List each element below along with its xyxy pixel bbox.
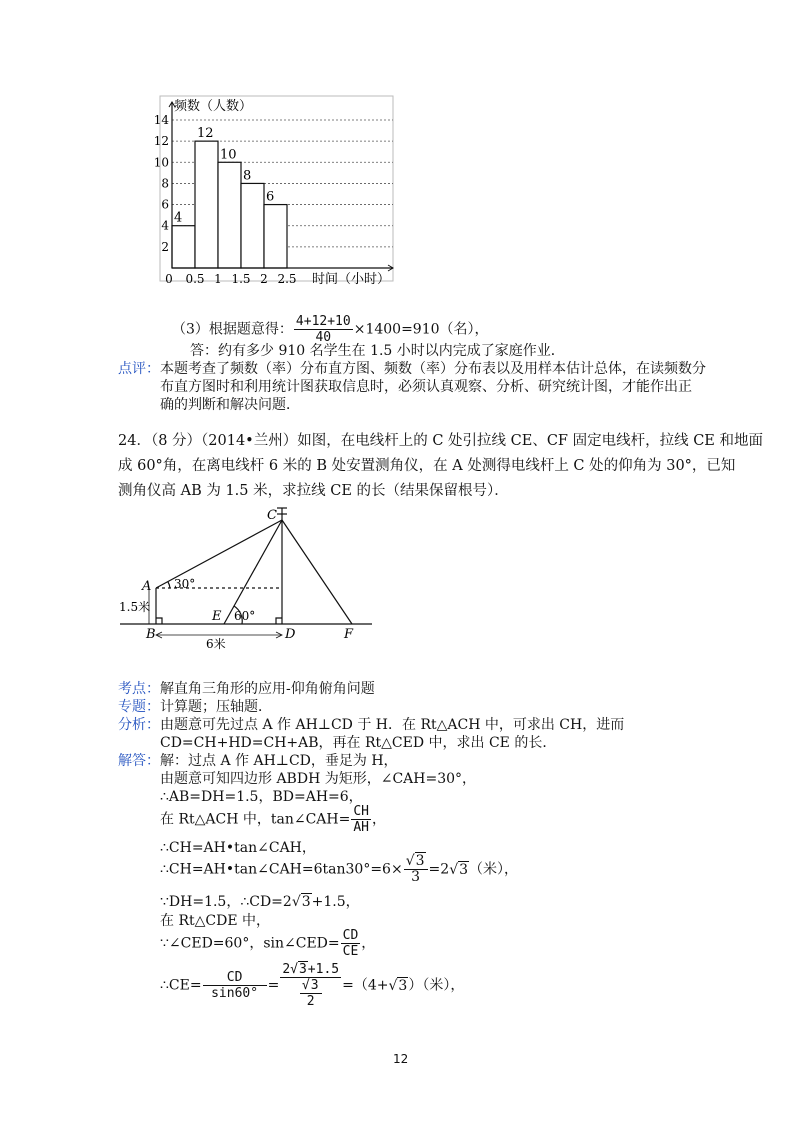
x-tick-label: 1.5 [231, 272, 251, 286]
sol-l4-suffix: ， [372, 811, 387, 828]
sqrt-sign: √3 [388, 977, 408, 994]
fenxi-label: 分析： [118, 717, 160, 733]
sol-l7-prefix: ∵DH=1.5，∴CD=2 [160, 894, 292, 910]
fenxi-line-2: CD=CH+HD=CH+AB，再在 Rt△CED 中，求出 CE 的长． [160, 735, 557, 751]
histogram-bar [195, 141, 218, 268]
sqrt-sign: √3 [290, 962, 307, 977]
bar-value-label: 6 [266, 189, 275, 205]
y-tick-label: 6 [161, 197, 169, 212]
q23-part3-line [172, 314, 489, 345]
sol-l10-result-pre: =（4+ [342, 977, 389, 994]
sol-l4-prefix: 在 Rt△ACH 中，tan∠CAH= [160, 811, 351, 828]
sol-l6-rad: 3 [459, 861, 469, 878]
y-tick-label: 2 [161, 239, 169, 254]
sol-l6-eq: =2 [428, 861, 450, 878]
q23-comment-line-2: 布直方图时和利用统计图获取信息时，必须认真观察、分析、研究统计图，才能作出正 [160, 379, 692, 395]
sol-line-1: 解：过点 A 作 AH⊥CD，垂足为 H， [160, 753, 398, 769]
sol-l10-result-rad: 3 [398, 977, 408, 994]
bar-value-label: 10 [220, 147, 237, 163]
x-tick-label: 2 [260, 272, 268, 286]
height-label: 1.5米 [119, 600, 151, 614]
jieda-label: 解答： [118, 753, 160, 769]
histogram-chart [150, 92, 400, 287]
q23-comment-label: 点评： [118, 361, 160, 377]
sol-l7-suffix: +1.5， [311, 894, 360, 910]
angle-30-label: 30° [174, 577, 196, 591]
q24-stem-line-2: 成 60°角，在离电线杆 6 米的 B 处安置测角仪，在 A 处测得电线杆上 C 处的仰角为 30°，已知 [118, 458, 736, 474]
sol-l9-frac [341, 928, 361, 959]
sol-l9-num: CD [342, 928, 359, 943]
distance-label: 6米 [206, 637, 226, 651]
label-E: E [212, 609, 222, 624]
q23-part3-prefix: （3）根据题意得： [172, 321, 293, 338]
sol-l10-frac1 [203, 970, 267, 1001]
q23-part3-suffix: ×1400=910（名）， [353, 321, 489, 338]
sol-line-4 [160, 804, 386, 835]
wire-CF [282, 520, 352, 624]
sol-l10-den2-bottom: 2 [306, 994, 315, 1009]
geometry-figure [116, 498, 376, 658]
sqrt-sign: √3 [405, 853, 425, 869]
q23-fraction [294, 314, 353, 345]
sol-line-7 [160, 893, 360, 911]
sol-l7-rad: 3 [301, 894, 311, 910]
sol-l10-result-post: ）（米）， [408, 977, 465, 994]
label-A: A [142, 579, 152, 594]
sol-l9-den: CE [342, 944, 359, 959]
bar-value-label: 4 [174, 210, 183, 226]
sol-l10-frac2 [280, 962, 341, 1009]
y-tick-label: 8 [161, 176, 169, 191]
sqrt-sign: √3 [291, 894, 311, 910]
sol-line-2: 由题意可知四边形 ABDH 为矩形，∠CAH=30°， [160, 771, 477, 787]
sqrt-sign: √3 [301, 978, 319, 993]
bar-value-label: 12 [197, 126, 214, 142]
histogram-bar [218, 162, 241, 268]
x-tick-label: 2.5 [277, 272, 297, 286]
label-C: C [267, 508, 277, 523]
q23-answer: 答：约有多少 910 名学生在 1.5 小时以内完成了家庭作业． [190, 343, 565, 359]
sol-l6-frac [404, 854, 428, 885]
q24-stem-line-3: 测角仪高 AB 为 1.5 米，求拉线 CE 的长（结果保留根号）． [118, 483, 509, 499]
sol-l9-suffix: ， [361, 935, 376, 952]
x-tick-label: 0 [165, 272, 173, 286]
histogram-bar [264, 205, 287, 268]
sol-line-10 [160, 962, 464, 1009]
y-axis-title: 频数（人数） [174, 99, 253, 114]
sol-l4-num: CH [353, 804, 370, 819]
q23-comment-line-1: 本题考查了频数（率）分布直方图、频数（率）分布表以及用样本估计总体，在读频数分 [160, 361, 706, 377]
histogram-bar [172, 226, 195, 268]
y-tick-label: 14 [153, 113, 169, 127]
sol-l10-den2-frac [300, 978, 322, 1009]
sol-l10-num2-pre: 2 [282, 962, 291, 977]
histogram-bar [241, 183, 264, 268]
label-D: D [285, 627, 296, 642]
kaodian-text: 解直角三角形的应用-仰角俯角问题 [160, 681, 375, 697]
sol-line-8: 在 Rt△CDE 中， [160, 913, 270, 929]
bar-value-label: 8 [243, 168, 252, 184]
kaodian-label: 考点： [118, 681, 160, 697]
angle-60-label: 60° [234, 609, 256, 623]
y-tick-label: 12 [153, 134, 169, 149]
sol-l6-num-rad: 3 [415, 853, 425, 869]
sqrt-sign: √3 [449, 861, 469, 878]
fenxi-line-1: 由题意可先过点 A 作 AH⊥CD 于 H．在 Rt△ACH 中，可求出 CH，进而 [160, 717, 625, 733]
sol-l6-suffix: （米）， [469, 861, 519, 878]
label-B: B [146, 627, 156, 642]
q23-frac-den: 40 [315, 330, 332, 345]
x-tick-label: 1 [214, 272, 222, 286]
sol-l10-num2-post: +1.5 [307, 962, 340, 977]
y-tick-label: 10 [153, 155, 169, 170]
label-F: F [344, 627, 354, 642]
sol-l10-num: CD [203, 970, 267, 986]
sol-line-6 [160, 854, 518, 885]
sol-line-9 [160, 928, 375, 959]
sol-l9-prefix: ∵∠CED=60°，sin∠CED= [160, 935, 340, 952]
zhuanti-text: 计算题；压轴题． [160, 699, 272, 715]
sol-l10-eq: = [267, 977, 280, 994]
sol-l6-prefix: ∴CH=AH•tan∠CAH=6tan30°=6× [160, 861, 403, 878]
q23-comment-line-3: 确的判断和解决问题． [160, 397, 300, 413]
sol-line-3: ∴AB=DH=1.5，BD=AH=6， [160, 789, 363, 805]
x-axis-title: 时间（小时） [312, 272, 391, 287]
q24-stem-line-1: 24．（8 分）（2014•兰州）如图，在电线杆上的 C 处引拉线 CE、CF 固定电线杆，拉线 CE 和地面 [118, 433, 763, 449]
q23-frac-num: 4+12+10 [295, 314, 351, 329]
sol-l6-den: 3 [411, 869, 421, 885]
sol-l10-prefix: ∴CE= [160, 977, 202, 994]
sol-l10-num2-rad: 3 [298, 962, 307, 977]
y-tick-label: 4 [161, 218, 169, 233]
sol-line-5: ∴CH=AH•tan∠CAH， [160, 840, 316, 856]
sol-l10-den2-rad: 3 [310, 978, 319, 993]
zhuanti-label: 专题： [118, 699, 160, 715]
sol-l4-frac [351, 804, 371, 835]
sol-l10-den: sin60° [211, 986, 259, 1001]
sol-l4-den: AH [353, 820, 370, 835]
x-tick-label: 0.5 [185, 272, 205, 286]
page-number: 12 [393, 1052, 409, 1066]
